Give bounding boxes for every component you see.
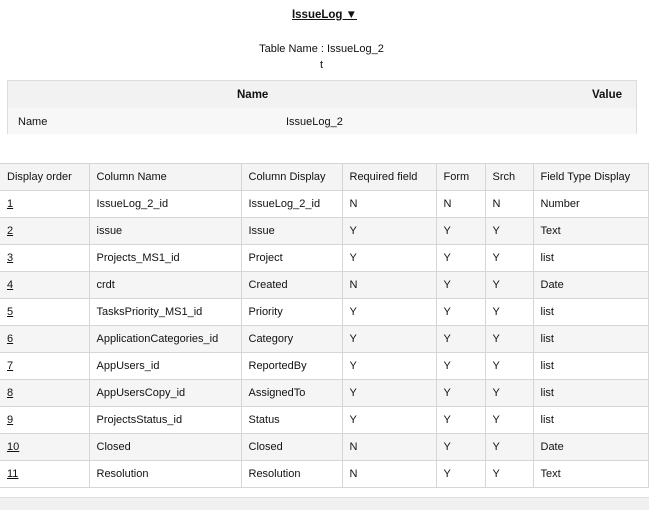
required-field-cell: Y — [342, 353, 436, 380]
column-display-cell: Category — [241, 326, 342, 353]
display-order-link[interactable]: 6 — [7, 333, 14, 345]
columns-table — [0, 163, 649, 488]
srch-cell: Y — [485, 326, 533, 353]
display-order-cell — [0, 272, 89, 299]
srch-cell: Y — [485, 353, 533, 380]
table-row — [0, 434, 648, 461]
column-name-cell: IssueLog_2_id — [89, 191, 241, 218]
field-type-cell: list — [533, 245, 648, 272]
display-order-link[interactable]: 4 — [7, 279, 14, 291]
name-cell: Name — [18, 116, 48, 128]
display-order-link[interactable]: 1 — [7, 198, 14, 210]
form-cell: Y — [436, 272, 485, 299]
column-name-cell: AppUsers_id — [89, 353, 241, 380]
srch-cell: Y — [485, 407, 533, 434]
header-required-field: Required field — [342, 164, 436, 191]
table-row — [0, 245, 648, 272]
field-type-cell: list — [533, 380, 648, 407]
header-column-name: Column Name — [89, 164, 241, 191]
form-cell: Y — [436, 326, 485, 353]
form-cell: N — [436, 191, 485, 218]
table-row — [0, 380, 648, 407]
field-type-cell: list — [533, 407, 648, 434]
column-name-cell: ProjectsStatus_id — [89, 407, 241, 434]
column-name-cell: Closed — [89, 434, 241, 461]
required-field-cell: Y — [342, 407, 436, 434]
required-field-cell: Y — [342, 245, 436, 272]
column-display-cell: Resolution — [241, 461, 342, 488]
column-display-cell: Created — [241, 272, 342, 299]
required-field-cell: Y — [342, 380, 436, 407]
required-field-cell: N — [342, 272, 436, 299]
column-name-cell: AppUsersCopy_id — [89, 380, 241, 407]
field-type-cell: Text — [533, 461, 648, 488]
table-row — [0, 326, 648, 353]
form-cell: Y — [436, 245, 485, 272]
display-order-cell — [0, 245, 89, 272]
name-value-header — [8, 81, 636, 109]
display-order-link[interactable]: 7 — [7, 360, 14, 372]
form-cell: Y — [436, 380, 485, 407]
table-extra-text: t — [319, 59, 324, 71]
form-cell: Y — [436, 434, 485, 461]
display-order-link[interactable]: 11 — [7, 468, 19, 480]
display-order-link[interactable]: 3 — [7, 252, 14, 264]
columns-table-body — [0, 191, 648, 488]
srch-cell: Y — [485, 434, 533, 461]
display-order-link[interactable]: 2 — [7, 225, 14, 237]
table-row — [0, 407, 648, 434]
value-cell: IssueLog_2 — [286, 116, 343, 128]
display-order-link[interactable]: 9 — [7, 414, 14, 426]
display-order-cell — [0, 434, 89, 461]
display-order-cell — [0, 380, 89, 407]
columns-table-header-row — [0, 164, 648, 191]
table-title-dropdown[interactable]: IssueLog ▼ — [291, 9, 358, 21]
field-type-cell: Text — [533, 218, 648, 245]
name-value-row — [8, 108, 636, 134]
table-row — [0, 353, 648, 380]
header-srch: Srch — [485, 164, 533, 191]
srch-cell: Y — [485, 245, 533, 272]
header-display-order: Display order — [0, 164, 89, 191]
column-name-cell: ApplicationCategories_id — [89, 326, 241, 353]
column-display-cell: IssueLog_2_id — [241, 191, 342, 218]
table-row — [0, 191, 648, 218]
column-display-cell: Status — [241, 407, 342, 434]
column-display-cell: Closed — [241, 434, 342, 461]
form-cell: Y — [436, 407, 485, 434]
table-row — [0, 461, 648, 488]
field-type-cell: list — [533, 299, 648, 326]
required-field-cell: Y — [342, 299, 436, 326]
srch-cell: Y — [485, 218, 533, 245]
display-order-link[interactable]: 8 — [7, 387, 14, 399]
field-type-cell: list — [533, 353, 648, 380]
column-display-cell: Issue — [241, 218, 342, 245]
column-display-cell: Project — [241, 245, 342, 272]
form-cell: Y — [436, 353, 485, 380]
header-form: Form — [436, 164, 485, 191]
required-field-cell: N — [342, 461, 436, 488]
required-field-cell: N — [342, 191, 436, 218]
srch-cell: Y — [485, 299, 533, 326]
column-name-cell: issue — [89, 218, 241, 245]
table-row — [0, 299, 648, 326]
table-row — [0, 272, 648, 299]
display-order-cell — [0, 299, 89, 326]
field-type-cell: list — [533, 326, 648, 353]
display-order-cell — [0, 218, 89, 245]
display-order-cell — [0, 353, 89, 380]
display-order-cell — [0, 461, 89, 488]
srch-cell: Y — [485, 461, 533, 488]
column-name-cell: TasksPriority_MS1_id — [89, 299, 241, 326]
form-cell: Y — [436, 461, 485, 488]
column-display-cell: ReportedBy — [241, 353, 342, 380]
column-name-cell: crdt — [89, 272, 241, 299]
column-display-cell: AssignedTo — [241, 380, 342, 407]
srch-cell: Y — [485, 272, 533, 299]
header-field-type-display: Field Type Display — [533, 164, 648, 191]
field-type-cell: Date — [533, 272, 648, 299]
column-name-cell: Resolution — [89, 461, 241, 488]
required-field-cell: Y — [342, 326, 436, 353]
table-row — [0, 218, 648, 245]
srch-cell: Y — [485, 380, 533, 407]
srch-cell: N — [485, 191, 533, 218]
header-column-display: Column Display — [241, 164, 342, 191]
name-column-header: Name — [237, 89, 269, 101]
form-cell: Y — [436, 218, 485, 245]
field-type-cell: Number — [533, 191, 648, 218]
field-type-cell: Date — [533, 434, 648, 461]
display-order-cell — [0, 326, 89, 353]
footer-bar — [0, 497, 649, 510]
table-name-label: Table Name : IssueLog_2 — [259, 43, 384, 55]
column-display-cell: Priority — [241, 299, 342, 326]
column-name-cell: Projects_MS1_id — [89, 245, 241, 272]
display-order-link[interactable]: 5 — [7, 306, 14, 318]
form-cell: Y — [436, 299, 485, 326]
display-order-cell — [0, 407, 89, 434]
required-field-cell: N — [342, 434, 436, 461]
name-value-panel — [7, 80, 637, 134]
display-order-cell — [0, 191, 89, 218]
required-field-cell: Y — [342, 218, 436, 245]
value-column-header: Value — [591, 89, 622, 101]
display-order-link[interactable]: 10 — [7, 441, 20, 453]
